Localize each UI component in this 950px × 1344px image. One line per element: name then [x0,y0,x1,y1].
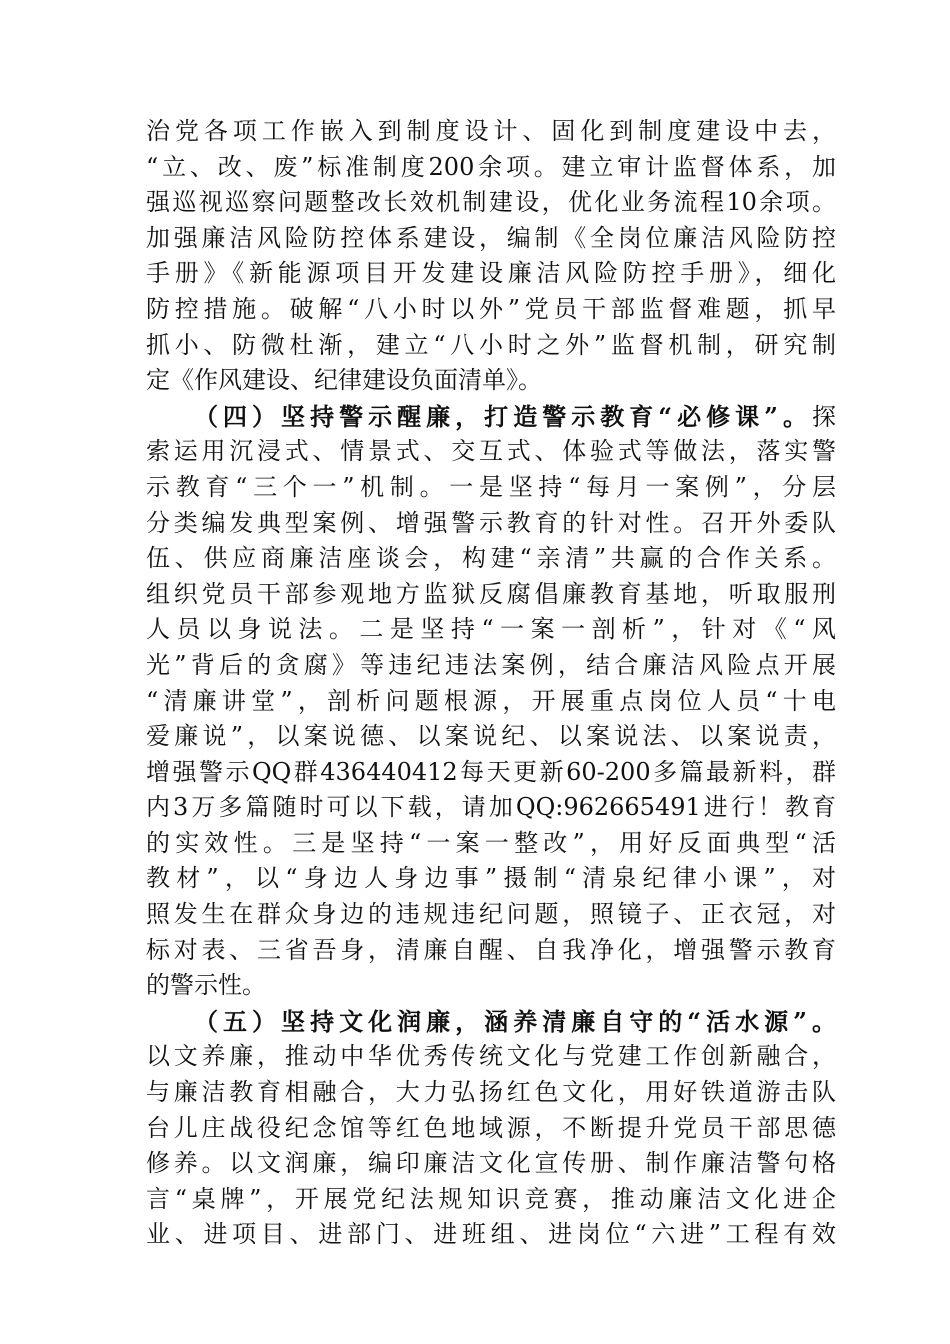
line-text: 防控措施。破解“八小时以外”党员干部监督难题，抓早 [146,294,836,323]
text-line [146,612,836,648]
text-line [146,1182,836,1218]
text-line [146,399,836,435]
line-text: 以文养廉，推动中华优秀传统文化与党建工作创新融合， [146,1042,836,1071]
line-text: 爱廉说”，以案说德、以案说纪、以案说法、以案说责， [146,722,836,751]
line-text: 教材”，以“身边人身边事”摄制“清泉纪律小课”，对 [146,864,836,893]
text-line [146,1146,836,1182]
text-line [146,719,836,755]
text-line [146,506,836,542]
line-text: “清廉讲堂”，剖析问题根源，开展重点岗位人员“十电 [146,686,836,715]
line-text: 定《作风建设、纪律建设负面清单》。 [146,366,542,395]
text-line [146,577,836,613]
text-line [146,648,836,684]
text-line [146,470,836,506]
text-line [146,968,836,1004]
line-text: 业、进项目、进部门、进班组、进岗位“六进”工程有效 [146,1220,836,1249]
line-text: 手册》《新能源项目开发建设廉洁风险防控手册》，细化 [146,259,836,288]
line-text: “立、改、废”标准制度200余项。建立审计监督体系，加 [146,152,836,181]
section-heading: （四）坚持警示醒廉，打造警示教育“必修课”。 [194,401,812,431]
line-text: 伍、供应商廉洁座谈会，构建“亲清”共赢的合作关系。 [146,544,836,573]
line-text: 内3万多篇随时可以下载，请加QQ:962665491进行！教育 [146,793,836,822]
text-line [146,292,836,328]
line-text: 组织党员干部参观地方监狱反腐倡廉教育基地，听取服刑 [146,579,836,608]
text-line [146,861,836,897]
line-text: 索运用沉浸式、情景式、交互式、体验式等做法，落实警 [146,437,836,466]
line-text: 的警示性。 [146,971,266,1000]
text-line [146,1039,836,1075]
text-line [146,541,836,577]
text-line [146,1111,836,1147]
line-text: 台儿庄战役纪念馆等红色地域源，不断提升党员干部思德 [146,1113,836,1142]
text-line [146,1004,836,1040]
text-line [146,826,836,862]
line-text: 强巡视巡察问题整改长效机制建设，优化业务流程10余项。 [146,188,836,217]
line-text: 人员以身说法。二是坚持“一案一剖析”，针对《“风 [146,615,836,644]
text-line [146,1217,836,1253]
text-line [146,933,836,969]
line-text: 修养。以文润廉，编印廉洁文化宣传册、制作廉洁警句格 [146,1149,836,1178]
line-text: 言“桌牌”，开展党纪法规知识竞赛，推动廉洁文化进企 [146,1184,836,1213]
text-line [146,684,836,720]
text-line [146,790,836,826]
text-line [146,256,836,292]
line-text: 探 [812,402,836,431]
line-text: 增强警示QQ群436440412每天更新60-200多篇最新料，群 [146,757,836,786]
text-line [146,185,836,221]
line-text: 示教育“三个一”机制。一是坚持“每月一案例”，分层 [146,472,836,501]
text-line [146,755,836,791]
text-line [146,221,836,257]
line-text: 加强廉洁风险防控体系建设，编制《全岗位廉洁风险防控 [146,223,836,252]
document-body [146,114,836,1253]
text-line [146,434,836,470]
text-line [146,150,836,186]
line-text: 抓小、防微杜渐，建立“八小时之外”监督机制，研究制 [146,330,836,359]
line-text: 治党各项工作嵌入到制度设计、固化到制度建设中去， [146,117,836,145]
text-line [146,328,836,364]
text-line [146,114,836,150]
text-line [146,897,836,933]
line-text: 标对表、三省吾身，清廉自醒、自我净化，增强警示教育 [146,935,836,964]
text-line [146,363,836,399]
line-text: 的实效性。三是坚持“一案一整改”，用好反面典型“活 [146,828,836,857]
line-text: 光”背后的贪腐》等违纪违法案例，结合廉洁风险点开展 [146,650,836,679]
line-text: 照发生在群众身边的违规违纪问题，照镜子、正衣冠，对 [146,900,836,929]
line-text: 分类编发典型案例、增强警示教育的针对性。召开外委队 [146,508,836,537]
line-text: 与廉洁教育相融合，大力弘扬红色文化，用好铁道游击队 [146,1078,836,1107]
section-heading: （五）坚持文化润廉，涵养清廉自守的“活水源”。 [194,1006,836,1036]
text-line [146,1075,836,1111]
